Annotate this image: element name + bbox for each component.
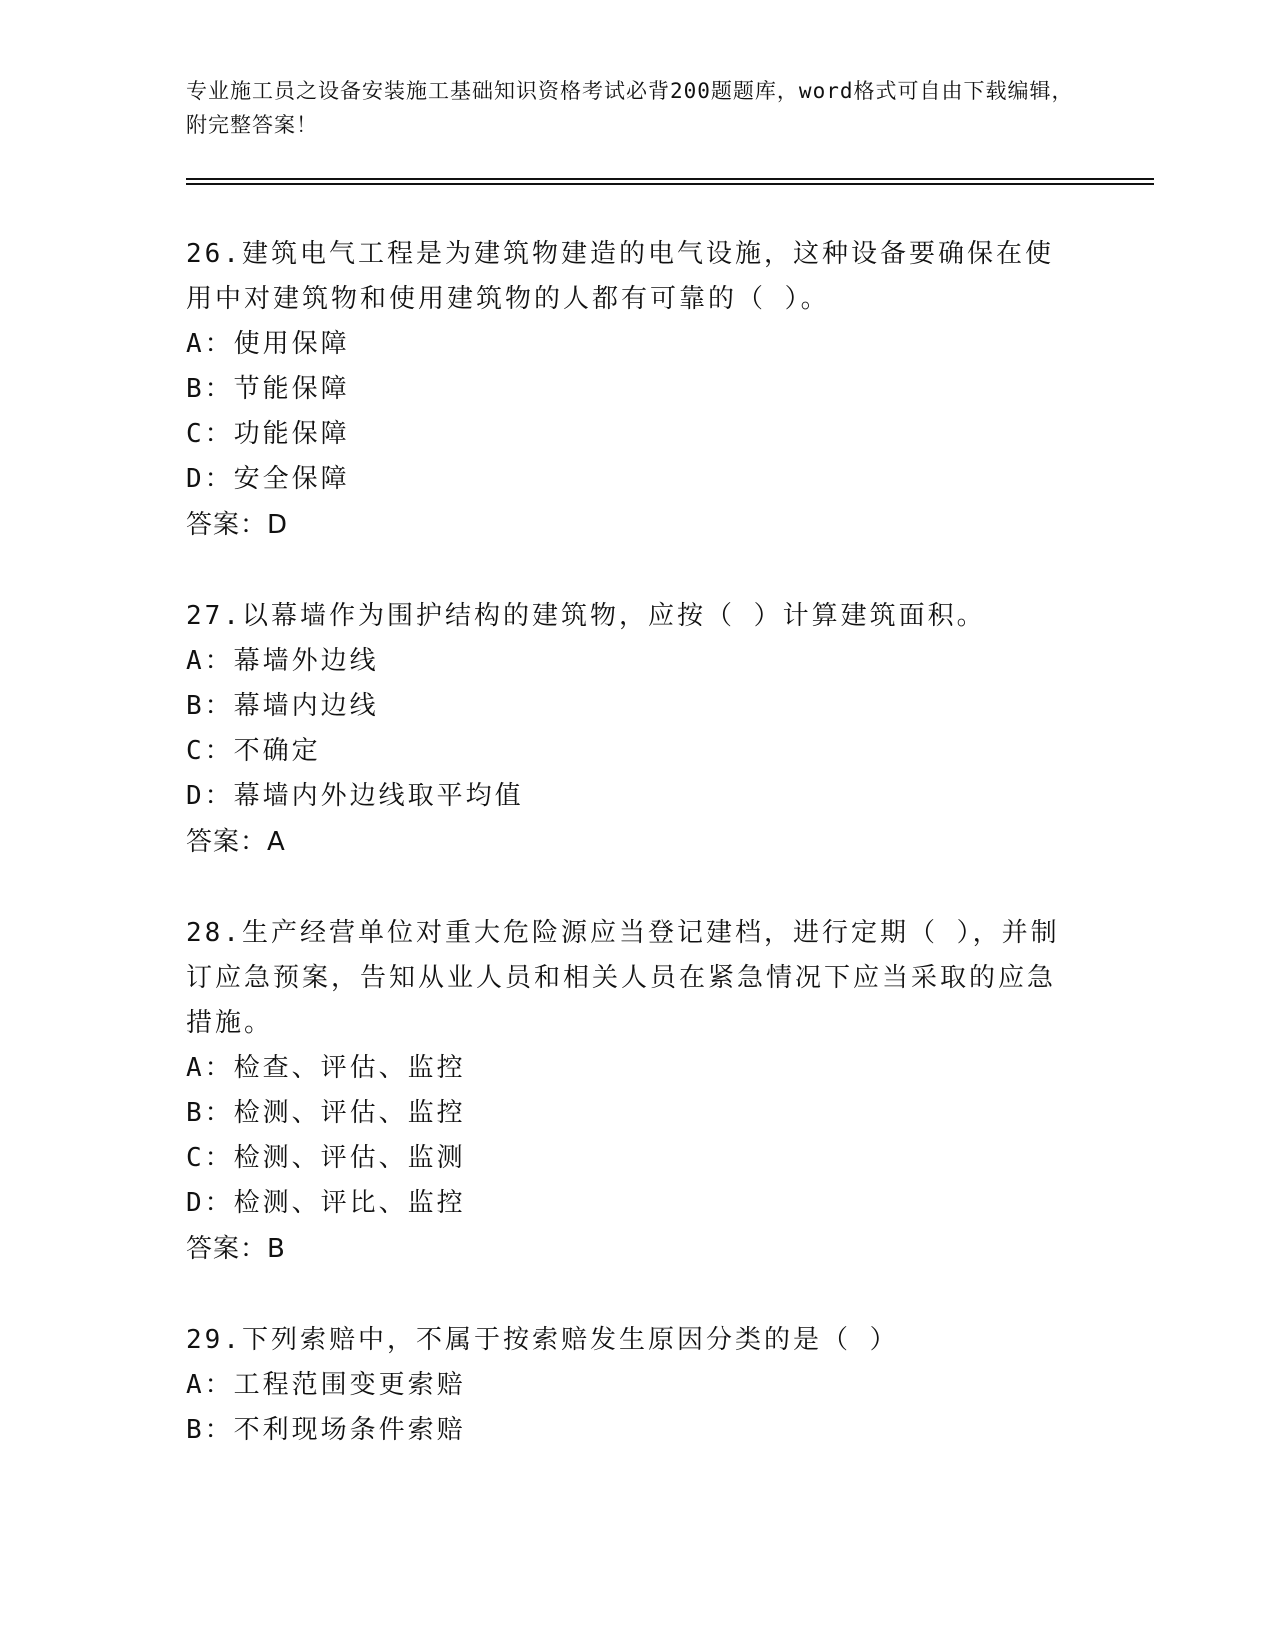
question-list xyxy=(186,232,1066,1499)
answer: 答案：B xyxy=(186,1234,286,1264)
answer: 答案：D xyxy=(186,510,289,540)
option-a: A：使用保障 xyxy=(186,329,350,359)
option-c: C：功能保障 xyxy=(186,419,350,449)
option-b: B：节能保障 xyxy=(186,374,350,404)
option-a: A：检查、评估、监控 xyxy=(186,1053,466,1083)
header-rule-bottom xyxy=(186,183,1154,185)
option-c: C：不确定 xyxy=(186,736,321,766)
document-header: 专业施工员之设备安装施工基础知识资格考试必背200题题库，word格式可自由下载编辑，附完整答案！ xyxy=(186,79,1074,137)
question-29 xyxy=(186,1318,1066,1453)
option-b: B：幕墙内边线 xyxy=(186,691,379,721)
question-text: 27.以幕墙作为围护结构的建筑物，应按（ ）计算建筑面积。 xyxy=(186,601,986,631)
question-text: 26.建筑电气工程是为建筑物建造的电气设施，这种设备要确保在使用中对建筑物和使用建筑物的人都有可靠的（ ）。 xyxy=(186,239,1054,314)
option-b: B：检测、评估、监控 xyxy=(186,1098,466,1128)
question-text: 28.生产经营单位对重大危险源应当登记建档，进行定期（ ），并制订应急预案，告知从业人员和相关人员在紧急情况下应当采取的应急措施。 xyxy=(186,918,1060,1038)
option-d: D：幕墙内外边线取平均值 xyxy=(186,781,524,811)
question-text: 29.下列索赔中，不属于按索赔发生原因分类的是（ ） xyxy=(186,1325,899,1355)
option-d: D：检测、评比、监控 xyxy=(186,1188,466,1218)
option-a: A：工程范围变更索赔 xyxy=(186,1370,466,1400)
question-28 xyxy=(186,911,1066,1272)
option-b: B：不利现场条件索赔 xyxy=(186,1415,466,1445)
header-rule-top xyxy=(186,178,1154,180)
question-26 xyxy=(186,232,1066,548)
question-27 xyxy=(186,594,1066,865)
answer: 答案：A xyxy=(186,827,286,857)
option-d: D：安全保障 xyxy=(186,464,350,494)
option-a: A：幕墙外边线 xyxy=(186,646,379,676)
option-c: C：检测、评估、监测 xyxy=(186,1143,466,1173)
